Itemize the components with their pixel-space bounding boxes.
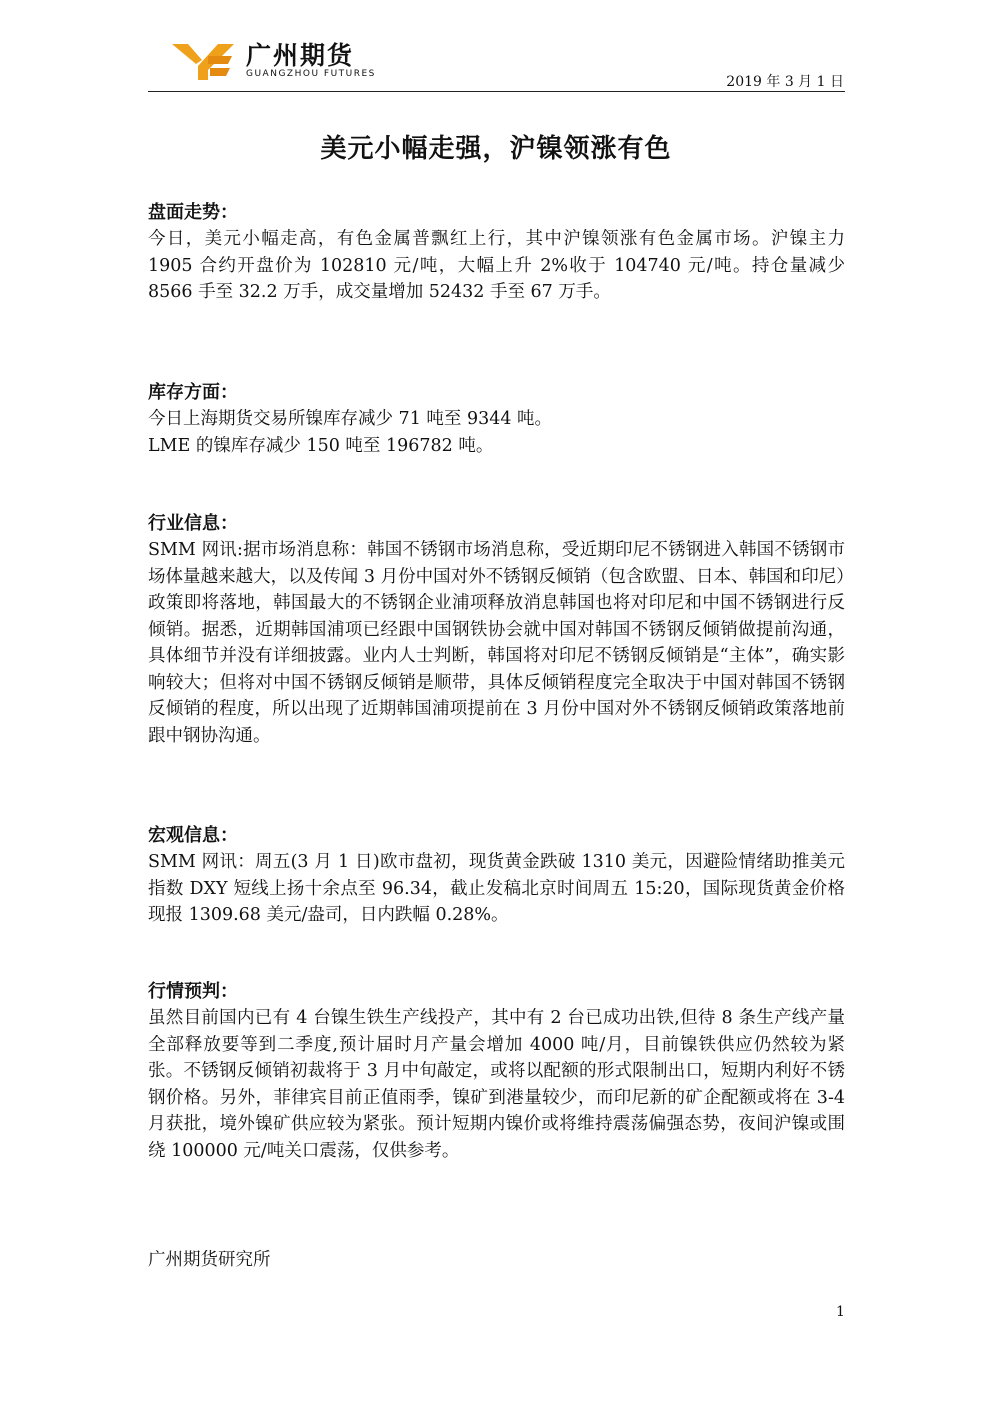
section-heading: 宏观信息： — [148, 825, 238, 846]
footer-institute: 广州期货研究所 — [148, 1250, 271, 1270]
section-paragraph: 今日上海期货交易所镍库存减少 71 吨至 9344 吨。 — [148, 409, 553, 429]
report-date: 2019 年 3 月 1 日 — [726, 74, 844, 90]
section-market-trend — [148, 200, 845, 306]
page-number: 1 — [836, 1304, 845, 1320]
section-macro-info — [148, 823, 845, 929]
section-outlook — [148, 979, 845, 1164]
report-title: 美元小幅走强，沪镍领涨有色 — [320, 134, 672, 164]
logo-mark-icon — [172, 40, 236, 82]
section-paragraph: LME 的镍库存减少 150 吨至 196782 吨。 — [148, 435, 494, 456]
section-paragraph: SMM 网讯：周五(3 月 1 日)欧市盘初，现货黄金跌破 1310 美元，因避险情绪助推美元指数 DXY 短线上扬十余点至 96.34，截止发稿北京时间周五 15:20，国际现货黄金价格现报 1309.68 美元/盎司，日内跌幅 0.28%。 — [148, 852, 845, 925]
brand-name-en: GUANGZHOU FUTURES — [246, 69, 376, 79]
section-paragraph: 今日，美元小幅走高，有色金属普飘红上行，其中沪镍领涨有色金属市场。沪镍主力 1905 合约开盘价为 102810 元/吨，大幅上升 2%收于 104740 元/吨。持仓量减少 8566 手至 32.2 万手，成交量增加 52432 手至 67 万手。 — [148, 229, 845, 302]
section-heading: 库存方面： — [148, 382, 238, 403]
section-paragraph: SMM 网讯:据市场消息称：韩国不锈钢市场消息称，受近期印尼不锈钢进入韩国不锈钢市场体量越来越大，以及传闻 3 月份中国对外不锈钢反倾销（包含欧盟、日本、韩国和印尼）政策即将落地，韩国最大的不锈钢企业浦项释放消息韩国也将对印尼和中国不锈钢进行反倾销。据悉，近期韩国浦项已经跟中国钢铁协会就中国对韩国不锈钢反倾销做提前沟通，具体细节并没有详细披露。业内人士判断，韩国将对印尼不锈钢反倾销是“主体”，确实影响较大；但将对中国不锈钢反倾销是顺带，具体反倾销程度完全取决于中国对韩国不锈钢反倾销的程度，所以出现了近期韩国浦项提前在 3 月份中国对外不锈钢反倾销政策落地前跟中钢协沟通。 — [148, 540, 845, 746]
company-logo — [172, 36, 382, 86]
section-paragraph: 虽然目前国内已有 4 台镍生铁生产线投产，其中有 2 台已成功出铁,但待 8 条生产线产量全部释放要等到二季度,预计届时月产量会增加 4000 吨/月，目前镍铁供应仍然较为紧张。不锈钢反倾销初裁将于 3 月中旬敲定，或将以配额的形式限制出口，短期内利好不锈钢价格。另外，菲律宾目前正值雨季，镍矿到港量较少，而印尼新的矿企配额或将在 3-4 月获批，境外镍矿供应较为紧张。预计短期内镍价或将维持震荡偏强态势，夜间沪镍或围绕 100000 元/吨关口震荡，仅供参考。 — [148, 1008, 845, 1161]
section-inventory — [148, 380, 845, 459]
section-heading: 盘面走势： — [148, 202, 238, 223]
section-heading: 行业信息： — [148, 513, 238, 534]
section-industry-info — [148, 511, 845, 749]
header-divider — [148, 91, 845, 92]
section-heading: 行情预判： — [148, 981, 238, 1002]
brand-name-cn: 广州期货 — [246, 41, 355, 70]
